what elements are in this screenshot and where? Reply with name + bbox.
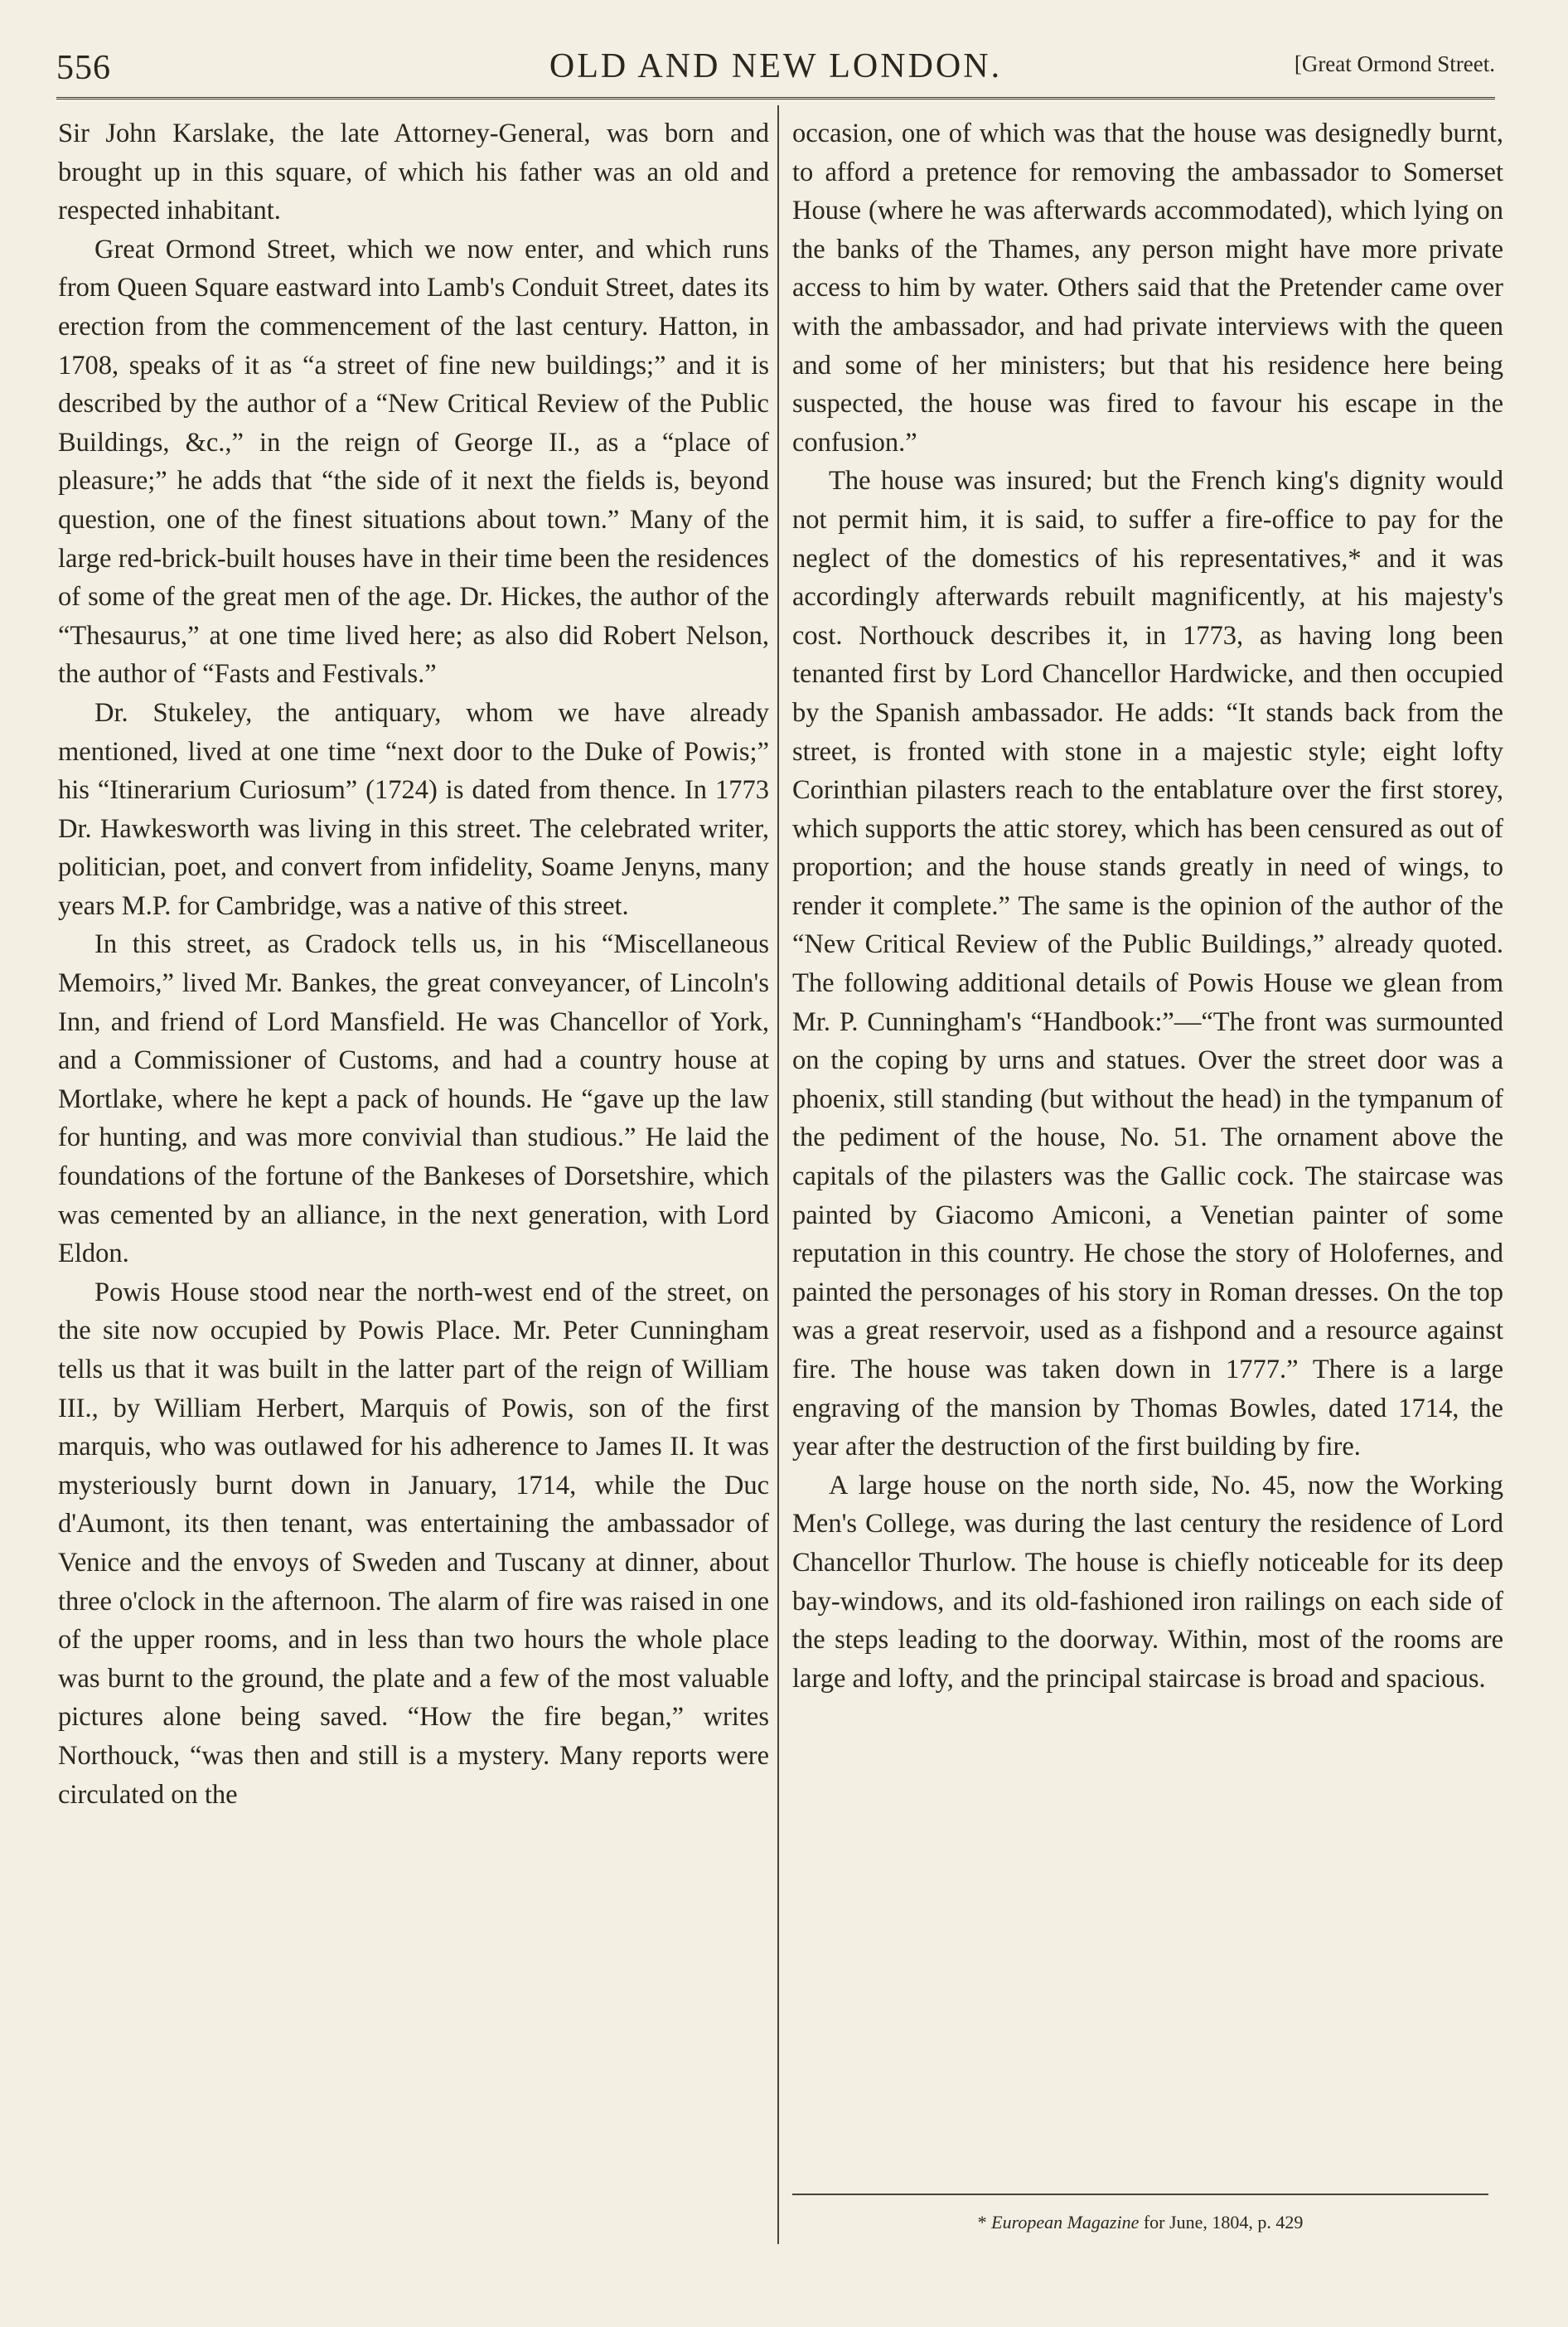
paragraph: Great Ormond Street, which we now enter, and which runs from Queen Square eastward into Lamb's Conduit Street, dates its erection from the commencement of the last century. Hatton, in 1708, speaks of it as “a street of fine new buildings;” and it is described by the author of a “New Critical Review of the Public Buildings, &c.,” in the reign of George II., as a “place of pleasure;” he adds that “the side of it next the fields is, beyond question, one of the finest situations about town.” Many of the large red-brick-built houses have in their time been the residences of some of the great men of the age. Dr. Hickes, the author of the “Thesaurus,” at one time lived here; as also did Robert Nelson, the author of “Fasts and Festivals.” bbox=[58, 234, 769, 690]
paragraph: Powis House stood near the north-west end of the street, on the site now occupied by Powis Place. Mr. Peter Cunningham tells us that it was built in the latter part of the reign of William III., by William Herbert, Marquis of Powis, son of the first marquis, who was outlawed for his adherence to James II. It was mysteriously burnt down in January, 1714, while the Duc d'Aumont, its then tenant, was entertaining the ambassador of Venice and the envoys of Sweden and Tuscany at dinner, about three o'clock in the afternoon. The alarm of fire was raised in one of the upper rooms, and in less than two hours the whole place was burnt to the ground, the plate and a few of the most valuable pictures alone being saved. “How the fire began,” writes Northouck, “was then and still is a mystery. Many reports were circulated on the bbox=[58, 1277, 769, 1810]
header-rule bbox=[56, 97, 1495, 99]
paragraph: A large house on the north side, No. 45, now the Working Men's College, was during the last century the residence of Lord Chancellor Thurlow. The house is chiefly noticeable for its deep bay-windows, and its old-fashioned iron railings on each side of the steps leading to the doorway. Within, most of the rooms are large and lofty, and the principal staircase is broad and spacious. bbox=[792, 1470, 1503, 1694]
running-header bbox=[56, 43, 1495, 93]
footnote-detail: for June, 1804, p. 429 bbox=[1143, 2212, 1304, 2232]
footnote-source: European Magazine bbox=[991, 2212, 1140, 2232]
page-number: 556 bbox=[56, 49, 111, 87]
paragraph: The house was insured; but the French king's dignity would not permit him, it is said, to suffer a fire-office to pay for the neglect of the domestics of his representatives,* and it was accordingly afterwards rebuilt magnificently, at his majesty's cost. Northouck describes it, in 1773, as having long been tenanted first by Lord Chancellor Hardwicke, and then occupied by the Spanish ambassador. He adds: “It stands back from the street, is fronted with stone in a majestic style; eight lofty Corinthian pilasters reach to the entablature over the first storey, which supports the attic storey, which has been censured as out of proportion; and the house stands greatly in need of wings, to render it complete.” The same is the opinion of the author of the “New Critical Review of the Public Buildings,” already quoted. The following additional details of Powis House we glean from Mr. P. Cunningham's “Handbook:”—“The front was surmounted on the coping by urns and statues. Over the street door was a phoenix, still standing (but without the head) in the tympanum of the pediment of the house, No. 51. The ornament above the capitals of the pilasters was the Gallic cock. The staircase was painted by Giacomo Amiconi, a Venetian painter of some reputation in this country. He chose the story of Holofernes, and painted the personages of his story in Roman dresses. On the top was a great reservoir, used as a fishpond and a resource against fire. The house was taken down in 1777.” There is a large engraving of the mansion by Thomas Bowles, dated 1714, the year after the destruction of the first building by fire. bbox=[792, 466, 1503, 1462]
paragraph: occasion, one of which was that the house was designedly burnt, to afford a pretence for removing the ambassador to Somerset House (where he was afterwards accommodated), which lying on the banks of the Thames, any person might have more private access to him by water. Others said that the Pretender came over with the ambassador, and had private interviews with the queen and some of her ministers; but that his residence here being suspected, the house was fired to favour his escape in the confusion.” bbox=[792, 119, 1503, 458]
left-column bbox=[58, 114, 769, 1814]
paragraph: In this street, as Cradock tells us, in his “Miscellaneous Memoirs,” lived Mr. Bankes, the great conveyancer, of Lincoln's Inn, and friend of Lord Mansfield. He was Chancellor of York, and a Commissioner of Customs, and had a country house at Mortlake, where he kept a pack of hounds. He “gave up the law for hunting, and was more convivial than studious.” He laid the foundations of the fortune of the Bankeses of Dorsetshire, which was cemented by an alliance, in the next generation, with Lord Eldon. bbox=[58, 929, 769, 1269]
paragraph: Sir John Karslake, the late Attorney-General, was born and brought up in this square, of which his father was an old and respected inhabitant. bbox=[58, 119, 769, 226]
footnote-marker: * bbox=[977, 2212, 987, 2232]
footnote bbox=[792, 2212, 1488, 2233]
paragraph: Dr. Stukeley, the antiquary, whom we have already mentioned, lived at one time “next door to the Duke of Powis;” his “Itinerarium Curiosum” (1724) is dated from thence. In 1773 Dr. Hawkesworth was living in this street. The celebrated writer, politician, poet, and convert from infidelity, Soame Jenyns, many years M.P. for Cambridge, was a native of this street. bbox=[58, 697, 769, 921]
footnote-rule bbox=[792, 2194, 1488, 2195]
column-divider bbox=[777, 105, 779, 2244]
running-title: OLD AND NEW LONDON. bbox=[549, 47, 1003, 85]
right-column bbox=[792, 114, 1503, 1698]
section-title: [Great Ormond Street. bbox=[1294, 51, 1495, 76]
